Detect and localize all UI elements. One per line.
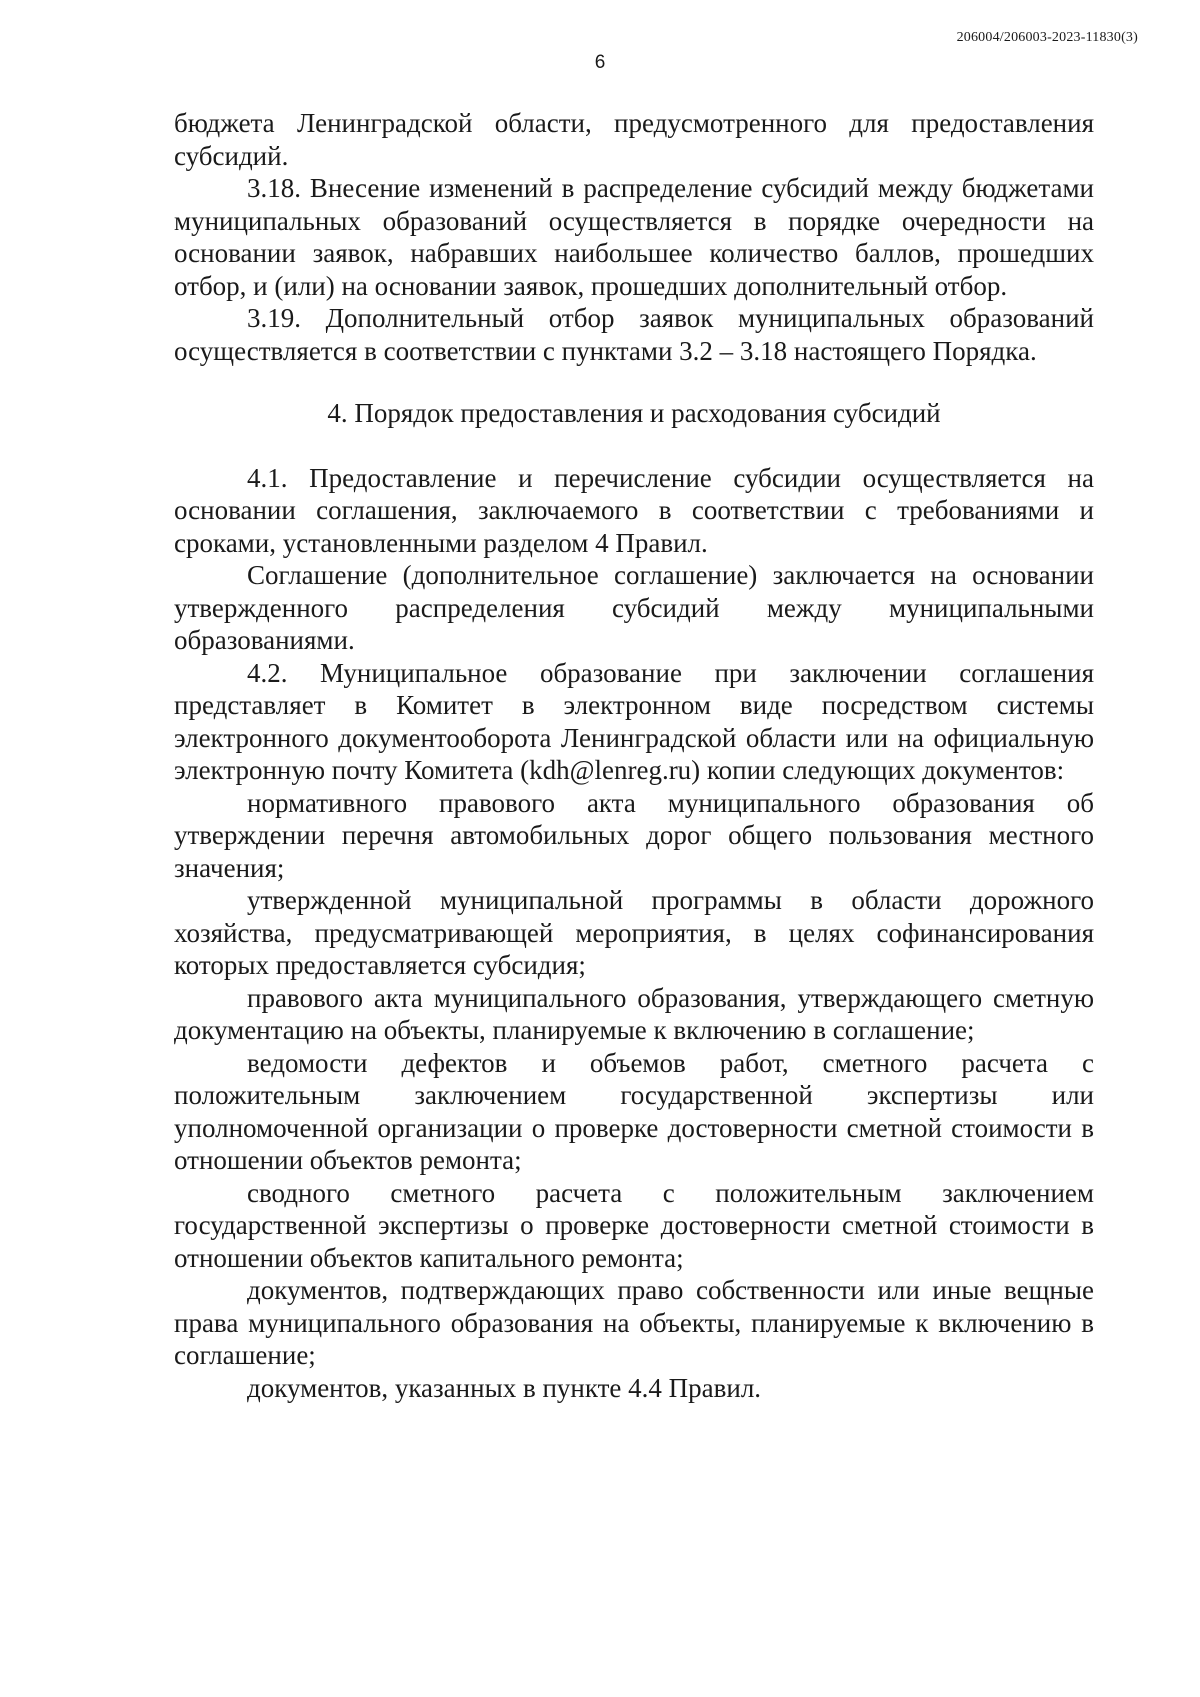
paragraph-4-2: 4.2. Муниципальное образование при заключении соглашения представляет в Комитет в электронном виде посредством системы электронного документооборота Ленинградской области или на официальную электронную почту Комитета (kdh@lenreg.ru) копии следующих документов: xyxy=(174,657,1094,785)
list-item-summary-estimate: сводного сметного расчета с положительным заключением государственной экспертизы о проверке достоверности сметной стоимости в отношении объектов капитального ремонта; xyxy=(174,1177,1094,1273)
list-item-defect-statements: ведомости дефектов и объемов работ, сметного расчета с положительным заключением государственной экспертизы или уполномоченной организации о проверке достоверности сметной стоимости в отношении объектов ремонта; xyxy=(174,1047,1094,1175)
section-heading: 4. Порядок предоставления и расходования субсидий xyxy=(327,398,941,428)
list-item-legal-act-estimates: правового акта муниципального образования, утверждающего сметную документацию на объекты, планируемые к включению в соглашение; xyxy=(174,982,1094,1045)
list-item-ownership-documents: документов, подтверждающих право собственности или иные вещные права муниципального образования на объекты, планируемые к включению в соглашение; xyxy=(174,1275,1094,1370)
paragraph-agreement: Соглашение (дополнительное соглашение) заключается на основании утвержденного распределения субсидий между муниципальными образованиями. xyxy=(174,560,1094,655)
list-item-municipal-program: утвержденной муниципальной программы в области дорожного хозяйства, предусматривающей мероприятия, в целях софинансирования которых предоставляется субсидия; xyxy=(174,885,1094,980)
list-item-rules-documents: документов, указанных в пункте 4.4 Правил. xyxy=(247,1372,762,1403)
paragraph-3-18: 3.18. Внесение изменений в распределение субсидий между бюджетами муниципальных образований осуществляется в порядке очередности на основании заявок, набравших наибольшее количество баллов, прошедших отбор, и (или) на основании заявок, прошедших дополнительный отбор. xyxy=(174,173,1094,301)
paragraph-4-1: 4.1. Предоставление и перечисление субсидии осуществляется на основании соглашения, заключаемого в соответствии с требованиями и сроками, установленными разделом 4 Правил. xyxy=(174,462,1094,558)
paragraph-3-19: 3.19. Дополнительный отбор заявок муниципальных образований осуществляется в соответствии с пунктами 3.2 – 3.18 настоящего Порядка. xyxy=(174,303,1094,366)
document-body xyxy=(174,107,1094,1404)
list-item-normative-act: нормативного правового акта муниципального образования об утверждении перечня автомобильных дорог общего пользования местного значения; xyxy=(174,787,1094,883)
registration-number: 206004/206003-2023-11830(3) xyxy=(956,30,1138,45)
page-number: 6 xyxy=(594,52,606,73)
paragraph-continuation: бюджета Ленинградской области, предусмотренного для предоставления субсидий. xyxy=(174,108,1094,171)
